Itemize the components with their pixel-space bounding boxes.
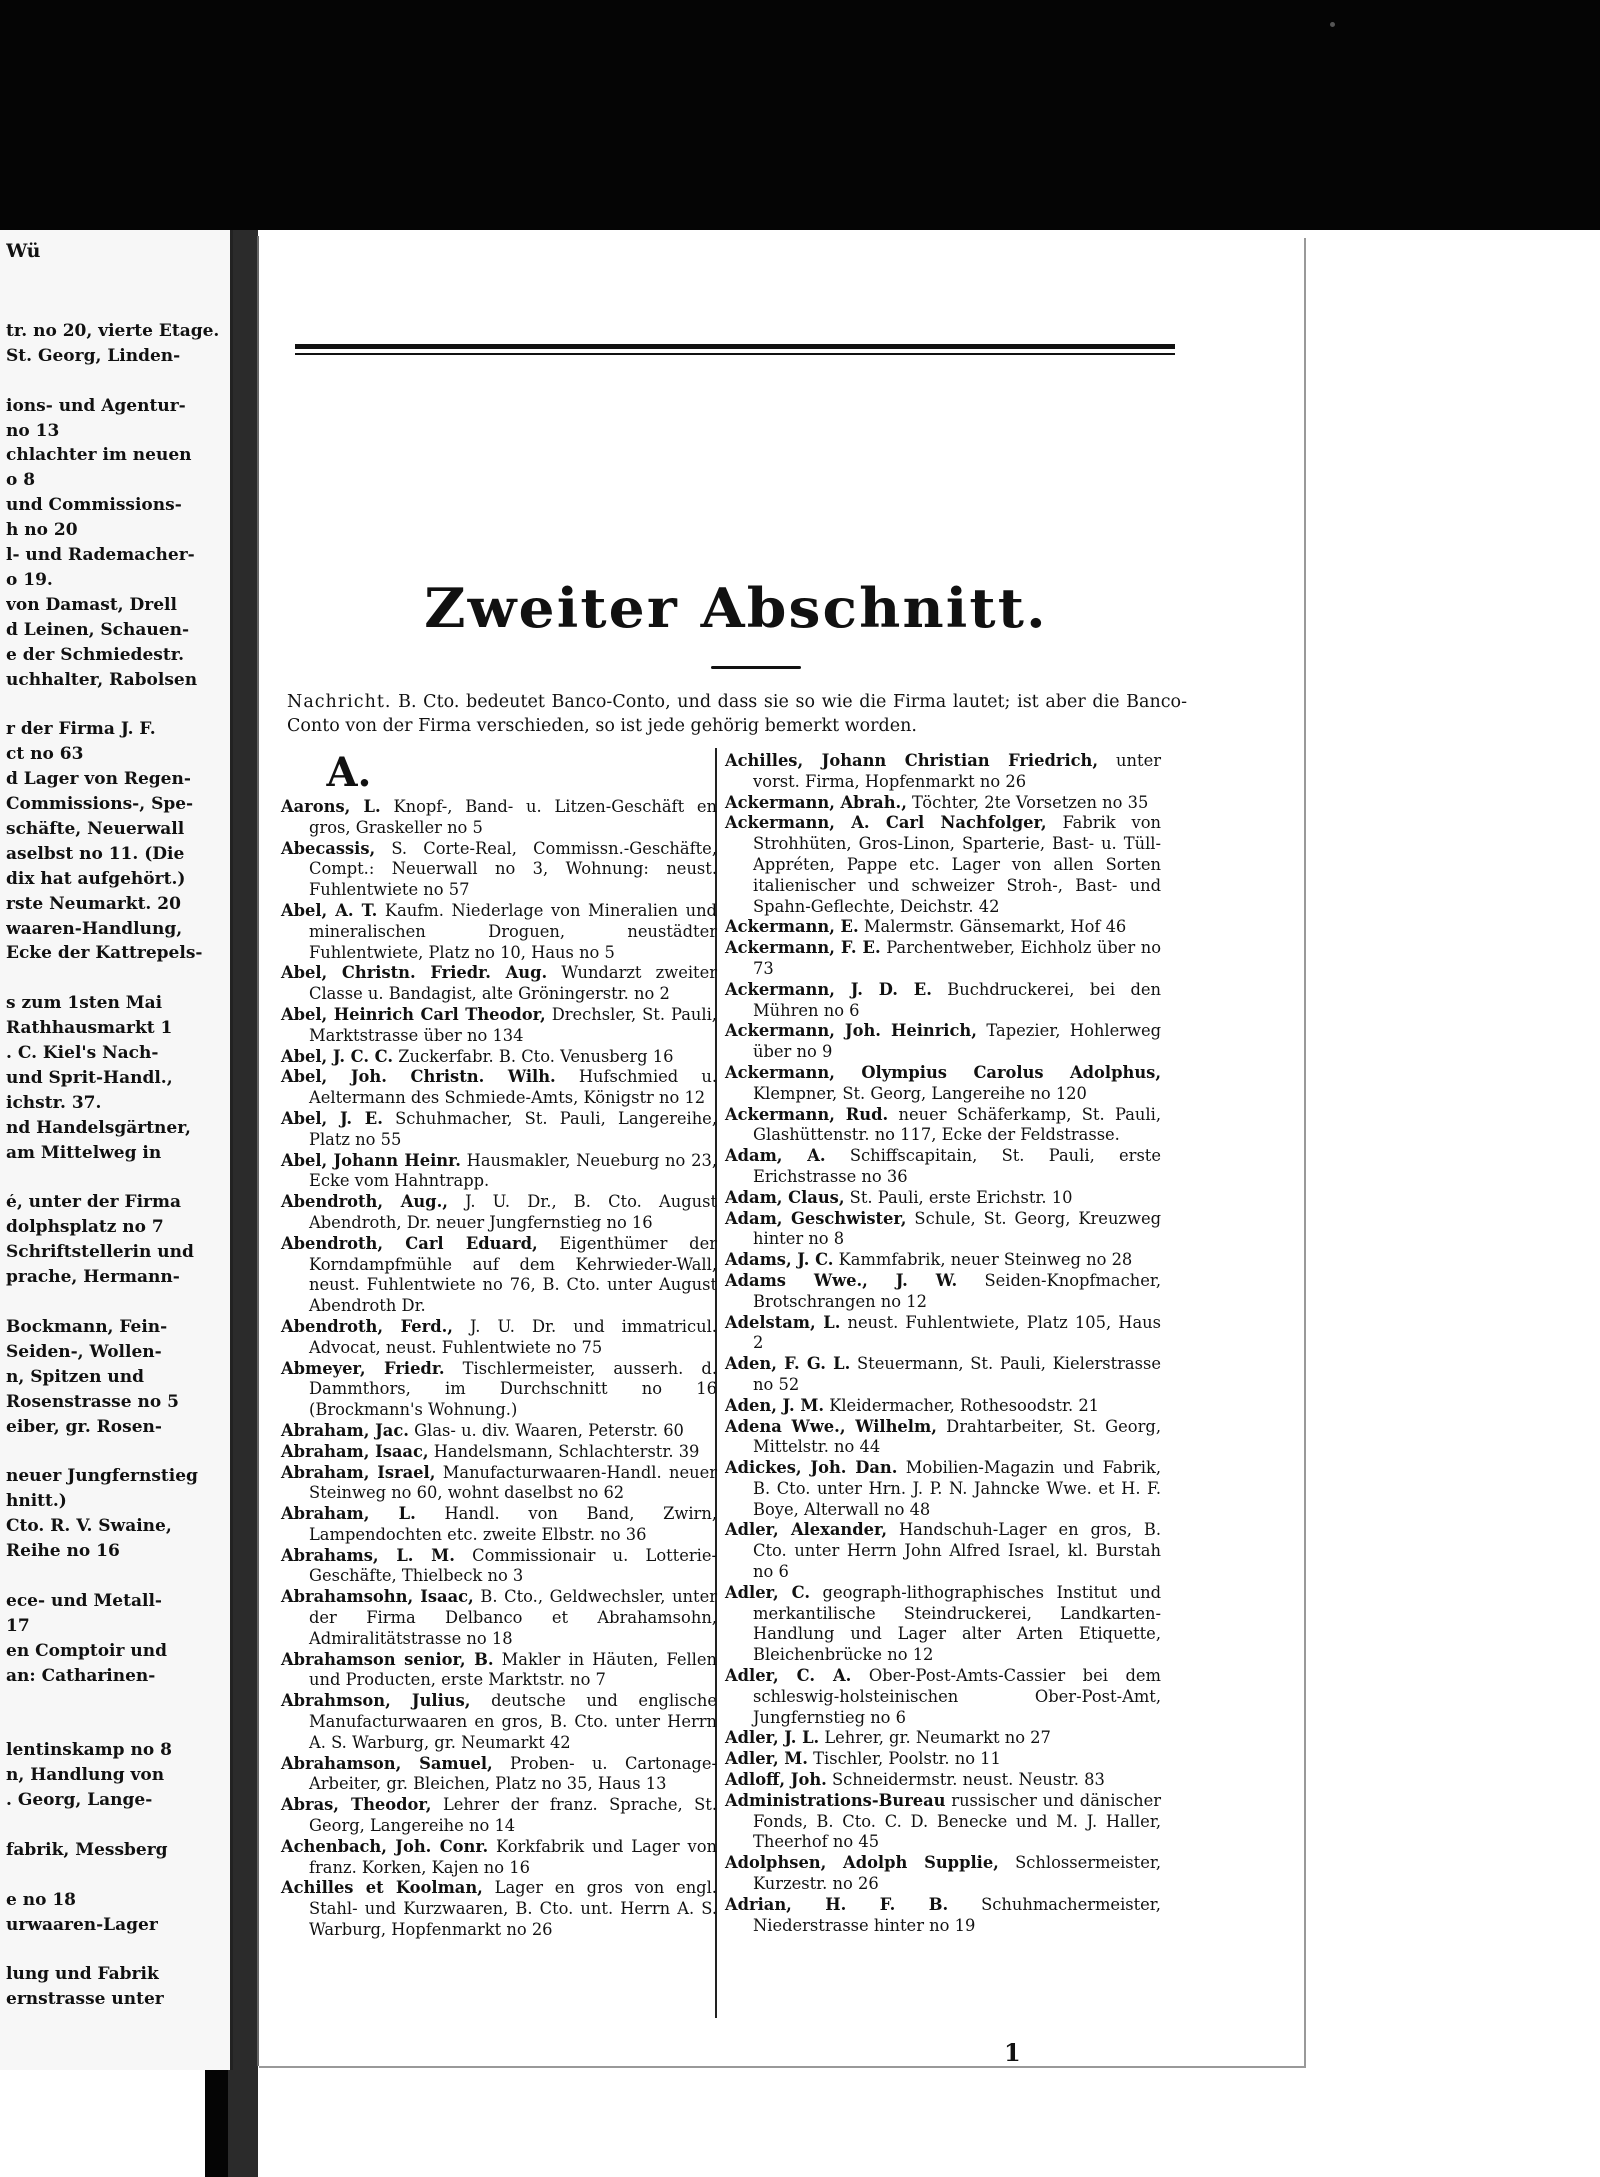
entry-details: Hausmakler, Neueburg no 23, Ecke vom Hahntrapp. xyxy=(309,1150,717,1191)
entry-details: Steuermann, St. Pauli, Kielerstrasse no 52 xyxy=(753,1354,1161,1394)
directory-entry xyxy=(281,1109,717,1151)
previous-page-line: eiber, gr. Rosen- xyxy=(6,1418,162,1436)
previous-page-line: rste Neumarkt. 20 xyxy=(6,895,181,913)
directory-entry xyxy=(281,1442,717,1463)
directory-entry xyxy=(725,1188,1161,1209)
entry-details: Lehrer der franz. Sprache, St. Georg, Langereihe no 14 xyxy=(309,1795,717,1836)
entry-details: Handschuh-Lager en gros, B. Cto. unter Herrn John Alfred Israel, kl. Burstah no 6 xyxy=(753,1520,1161,1582)
entry-name: Abrahams, L. M. xyxy=(281,1545,455,1565)
previous-page-line: St. Georg, Linden- xyxy=(6,347,181,365)
previous-page-line: Reihe no 16 xyxy=(6,1543,120,1560)
directory-entry xyxy=(281,1359,717,1421)
directory-entry xyxy=(281,1795,717,1837)
entry-details: Schuhmacher, St. Pauli, Langereihe, Platz no 55 xyxy=(309,1108,717,1149)
previous-page-line: o 8 xyxy=(6,472,36,490)
directory-entry xyxy=(725,1250,1161,1271)
previous-page-line: Schriftstellerin und xyxy=(6,1244,194,1262)
entry-name: Ackermann, J. D. E. xyxy=(725,979,932,999)
directory-entry xyxy=(725,1728,1161,1749)
directory-entry xyxy=(281,1192,717,1234)
entry-details: Ober-Post-Amts-Cassier bei dem schleswig-holsteinischen Ober-Post-Amt, Jungfernstieg no 6 xyxy=(753,1666,1161,1727)
previous-page-line: von Damast, Drell xyxy=(6,596,177,614)
previous-page-line: o 19. xyxy=(6,571,53,589)
previous-page-line: lung und Fabrik xyxy=(6,1966,159,1984)
directory-entry xyxy=(281,1463,717,1505)
entry-name: Adler, Alexander, xyxy=(725,1520,888,1540)
entry-name: Adrian, H. F. B. xyxy=(725,1894,949,1914)
entry-details: Eigenthümer der Korndampfmühle auf dem Kehrwieder-Wall, neust. Fuhlentwiete no 76, B. Cto. unter August Abendroth Dr. xyxy=(309,1233,717,1316)
previous-page-line: tr. no 20, vierte Etage. xyxy=(6,322,220,340)
entry-name: Abel, J. E. xyxy=(281,1108,383,1128)
directory-entry xyxy=(725,1313,1161,1355)
previous-page-line: Ecke der Kattrepels- xyxy=(6,945,203,963)
entry-details: Schneidermstr. neust. Neustr. 83 xyxy=(826,1770,1105,1790)
directory-entry xyxy=(725,1853,1161,1895)
entry-details: St. Pauli, erste Erichstr. 10 xyxy=(844,1187,1073,1207)
entry-details: russischer und dänischer Fonds, B. Cto. C. D. Benecke und M. J. Haller, Theerhof no 45 xyxy=(753,1790,1161,1852)
entry-details: neust. Fuhlentwiete, Platz 105, Haus 2 xyxy=(753,1312,1161,1353)
directory-entry xyxy=(281,839,717,901)
entry-details: Wundarzt zweiter Classe u. Bandagist, alte Gröningerstr. no 2 xyxy=(309,963,717,1004)
directory-entry xyxy=(281,1546,717,1588)
entry-name: Abendroth, Ferd., xyxy=(281,1316,453,1336)
entry-name: Ackermann, Abrah., xyxy=(725,792,907,812)
previous-page-line: schäfte, Neuerwall xyxy=(6,820,185,838)
entry-details: Tapezier, Hohlerweg über no 9 xyxy=(753,1021,1162,1062)
previous-page-line: Rosenstrasse no 5 xyxy=(6,1393,179,1411)
entry-details: Hufschmied u. Aeltermann des Schmiede-Amts, Königstr no 12 xyxy=(309,1067,717,1108)
previous-page-line: en Comptoir und xyxy=(6,1642,167,1660)
section-title: Zweiter Abschnitt. xyxy=(424,576,1048,640)
entry-name: Achenbach, Joh. Conr. xyxy=(281,1836,489,1856)
entry-name: Abraham, Jac. xyxy=(281,1420,409,1440)
entry-details: deutsche und englische Manufacturwaaren en gros, B. Cto. unter Herrn A. S. Warburg, gr. Neumarkt 42 xyxy=(309,1691,717,1752)
directory-entry xyxy=(725,1063,1161,1105)
entry-name: Ackermann, Olympius Carolus Adolphus, xyxy=(725,1062,1161,1082)
entry-name: Abrahamsohn, Isaac, xyxy=(281,1587,474,1607)
directory-entry xyxy=(725,938,1161,980)
entry-details: unter vorst. Firma, Hopfenmarkt no 26 xyxy=(753,751,1161,791)
entry-details: Klempner, St. Georg, Langereihe no 120 xyxy=(753,1083,1087,1103)
entry-details: Zuckerfabr. B. Cto. Venusberg 16 xyxy=(393,1046,674,1066)
directory-entry xyxy=(725,1271,1161,1313)
directory-entry xyxy=(281,1421,717,1442)
entry-name: Ackermann, A. Carl Nachfolger, xyxy=(725,813,1047,833)
entry-details: Seiden-Knopfmacher, Brotschrangen no 12 xyxy=(753,1270,1162,1311)
entry-details: neuer Schäferkamp, St. Pauli, Glashüttenstr. no 117, Ecke der Feldstrasse. xyxy=(753,1104,1161,1145)
entry-name: Administrations-Bureau xyxy=(725,1790,946,1810)
directory-entry xyxy=(725,813,1161,917)
previous-page-line: am Mittelweg in xyxy=(6,1144,162,1162)
entry-details: Tischlermeister, ausserh. d. Dammthors, im Durchschnitt no 16 (Brockmann's Wohnung.) xyxy=(309,1358,717,1420)
entry-details: Kammfabrik, neuer Steinweg no 28 xyxy=(833,1250,1133,1270)
previous-page-line: d Lager von Regen- xyxy=(6,771,191,789)
entry-details: Schlossermeister, Kurzestr. no 26 xyxy=(753,1853,1161,1894)
directory-entry xyxy=(281,1504,717,1546)
previous-page-fragment xyxy=(0,230,233,2070)
entry-name: Aden, J. M. xyxy=(725,1395,825,1415)
entry-details: Makler in Häuten, Fellen und Producten, erste Marktstr. no 7 xyxy=(309,1649,717,1690)
directory-entry xyxy=(281,1234,717,1317)
previous-page-line: ichstr. 37. xyxy=(6,1094,102,1112)
entry-name: Abraham, Israel, xyxy=(281,1462,436,1482)
entry-name: Adloff, Joh. xyxy=(725,1770,827,1790)
previous-page-line: und Commissions- xyxy=(6,497,182,515)
directory-entry xyxy=(725,1396,1161,1417)
directory-entry xyxy=(281,1317,717,1359)
entry-details: Parchentweber, Eichholz über no 73 xyxy=(753,938,1161,978)
previous-page-line: Wü xyxy=(6,242,41,261)
directory-entry xyxy=(281,901,717,963)
entry-details: J. U. Dr. und immatricul. Advocat, neust. Fuhlentwiete no 75 xyxy=(309,1316,717,1357)
entry-name: Adler, C. xyxy=(725,1582,810,1602)
entry-name: Adam, Geschwister, xyxy=(725,1208,907,1228)
previous-page-line: Cto. R. V. Swaine, xyxy=(6,1518,172,1536)
entry-name: Achilles, Johann Christian Friedrich, xyxy=(725,751,1099,770)
directory-entry xyxy=(281,1151,717,1193)
directory-entry xyxy=(725,1583,1161,1666)
entry-name: Achilles et Koolman, xyxy=(281,1878,483,1898)
previous-page-line: ernstrasse unter xyxy=(6,1991,164,2009)
entry-details: Lager en gros von engl. Stahl- und Kurzwaaren, B. Cto. unt. Herrn A. S. Warburg, Hopfenmarkt no 26 xyxy=(309,1878,717,1940)
entry-details: Knopf-, Band- u. Litzen-Geschäft en gros, Graskeller no 5 xyxy=(309,797,718,837)
notice-paragraph xyxy=(287,690,1187,738)
previous-page-line: dolphsplatz no 7 xyxy=(6,1219,164,1237)
directory-entry xyxy=(725,1417,1161,1459)
directory-entry xyxy=(281,797,717,839)
entry-details: Lehrer, gr. Neumarkt no 27 xyxy=(819,1728,1051,1748)
previous-page-line: prache, Hermann- xyxy=(6,1269,180,1287)
directory-entry xyxy=(281,1650,717,1692)
directory-entry xyxy=(281,963,717,1005)
entries-column-left xyxy=(281,751,717,1941)
previous-page-line: n, Spitzen und xyxy=(6,1368,145,1386)
entry-name: Abraham, L. xyxy=(281,1504,416,1524)
notice-text: B. Cto. bedeutet Banco-Conto, und dass sie so wie die Firma lautet; ist aber die Banco-Conto von der Firma verschieden, so ist jede gehörig bemerkt worden. xyxy=(287,692,1187,736)
entry-name: Adler, C. A. xyxy=(725,1666,852,1686)
entry-details: Kleidermacher, Rothesoodstr. 21 xyxy=(824,1395,1100,1415)
entry-name: Abraham, Isaac, xyxy=(281,1441,429,1461)
directory-entry xyxy=(281,1047,717,1068)
notice-lead: Nachricht. xyxy=(287,692,392,712)
directory-entry xyxy=(725,1791,1161,1853)
previous-page-line: chlachter im neuen xyxy=(6,447,192,465)
entry-name: Abendroth, Carl Eduard, xyxy=(281,1233,538,1253)
directory-entry xyxy=(281,1754,717,1796)
directory-entry xyxy=(281,1691,717,1753)
entry-details: Glas- u. div. Waaren, Peterstr. 60 xyxy=(408,1420,684,1440)
previous-page-line: h no 20 xyxy=(6,522,78,540)
entry-name: Ackermann, Rud. xyxy=(725,1104,889,1124)
directory-entry xyxy=(281,1005,717,1047)
entry-details: Fabrik von Strohhüten, Gros-Linon, Sparterie, Bast- u. Tüll-Appréten, Pappe etc. Lager von allen Sorten italienischer und schweizer Stroh-, Bast- und Spahn-Geflechte, Deichstr. 42 xyxy=(753,813,1161,916)
title-ornament-rule xyxy=(711,666,801,669)
directory-entry xyxy=(725,1146,1161,1188)
previous-page-line: no 13 xyxy=(6,422,60,440)
previous-page-line: lentinskamp no 8 xyxy=(6,1742,172,1760)
entry-name: Adelstam, L. xyxy=(725,1312,841,1332)
entry-details: Commissionair u. Lotterie-Geschäfte, Thielbeck no 3 xyxy=(309,1545,717,1586)
entry-name: Abrahmson, Julius, xyxy=(281,1691,471,1711)
entry-name: Adam, A. xyxy=(725,1146,826,1166)
entry-name: Abel, Joh. Christn. Wilh. xyxy=(281,1067,556,1087)
entry-details: Kaufm. Niederlage von Mineralien und mineralischen Droguen, neustädter Fuhlentwiete, Platz no 10, Haus no 5 xyxy=(309,900,717,962)
entry-name: Abras, Theodor, xyxy=(281,1795,432,1815)
directory-entry xyxy=(725,1895,1161,1937)
entry-name: Abendroth, Aug., xyxy=(281,1192,448,1212)
entry-name: Adickes, Joh. Dan. xyxy=(725,1458,898,1478)
entry-name: Abel, A. T. xyxy=(281,900,378,920)
previous-page-line: an: Catharinen- xyxy=(6,1667,156,1685)
previous-page-line: aselbst no 11. (Die xyxy=(6,845,185,863)
previous-page-line: e no 18 xyxy=(6,1891,77,1909)
entry-details: Manufacturwaaren-Handl. neuer Steinweg no 60, wohnt daselbst no 62 xyxy=(309,1462,718,1503)
directory-entry xyxy=(725,917,1161,938)
entry-details: Tischler, Poolstr. no 11 xyxy=(807,1749,1001,1769)
entry-name: Abel, J. C. C. xyxy=(281,1046,394,1066)
previous-page-line: r der Firma J. F. xyxy=(6,721,156,739)
entry-details: Schule, St. Georg, Kreuzweg hinter no 8 xyxy=(753,1208,1161,1249)
entry-details: S. Corte-Real, Commissn.-Geschäfte, Compt.: Neuerwall no 3, Wohnung: neust. Fuhlentwiete no 57 xyxy=(309,838,717,900)
directory-page xyxy=(257,236,1304,2066)
entry-details: Töchter, 2te Vorsetzen no 35 xyxy=(906,792,1149,812)
directory-entry xyxy=(281,1587,717,1649)
directory-entry xyxy=(725,1770,1161,1791)
directory-entry xyxy=(281,1067,717,1109)
entry-name: Abecassis, xyxy=(281,838,376,858)
entry-name: Adler, J. L. xyxy=(725,1728,820,1748)
previous-page-line: d Leinen, Schauen- xyxy=(6,621,189,639)
header-rule-thin xyxy=(295,353,1175,355)
entry-details: Schuhmachermeister, Niederstrasse hinter no 19 xyxy=(753,1894,1161,1935)
entry-details: Buchdruckerei, bei den Mühren no 6 xyxy=(753,979,1161,1020)
previous-page-line: n, Handlung von xyxy=(6,1767,165,1785)
entry-details: B. Cto., Geldwechsler, unter der Firma Delbanco et Abrahamsohn, Admiralitätstrasse no 18 xyxy=(309,1587,717,1648)
previous-page-line: l- und Rademacher- xyxy=(6,547,195,564)
entry-details: Handelsmann, Schlachterstr. 39 xyxy=(428,1441,700,1461)
directory-entry xyxy=(725,793,1161,814)
previous-page-line: Seiden-, Wollen- xyxy=(6,1343,162,1361)
directory-entry xyxy=(725,1209,1161,1251)
directory-entry xyxy=(725,1458,1161,1520)
previous-page-line: waaren-Handlung, xyxy=(6,920,183,938)
previous-page-line: fabrik, Messberg xyxy=(6,1841,168,1859)
entry-name: Ackermann, E. xyxy=(725,917,859,937)
entry-name: Adolphsen, Adolph Supplie, xyxy=(725,1853,999,1873)
entry-name: Abel, Heinrich Carl Theodor, xyxy=(281,1004,546,1024)
entry-details: Drechsler, St. Pauli, Marktstrasse über no 134 xyxy=(309,1004,717,1045)
previous-page-line: . Georg, Lange- xyxy=(6,1792,153,1809)
entry-name: Adena Wwe., Wilhelm, xyxy=(725,1416,937,1436)
previous-page-line: Rathhausmarkt 1 xyxy=(6,1020,173,1038)
previous-page-line: Bockmann, Fein- xyxy=(6,1318,168,1336)
directory-entry xyxy=(281,1878,717,1940)
entry-name: Abrahamson, Samuel, xyxy=(281,1753,493,1773)
previous-page-line: . C. Kiel's Nach- xyxy=(6,1045,159,1062)
previous-page-line: nd Handelsgärtner, xyxy=(6,1119,191,1137)
directory-entry xyxy=(725,751,1161,793)
entry-name: Abrahamson senior, B. xyxy=(281,1649,494,1669)
section-letter: A. xyxy=(326,749,372,796)
entry-details: Drahtarbeiter, St. Georg, Mittelstr. no 44 xyxy=(753,1416,1161,1457)
entry-name: Aden, F. G. L. xyxy=(725,1354,851,1374)
previous-page-line: é, unter der Firma xyxy=(6,1194,181,1212)
previous-page-line: hnitt.) xyxy=(6,1493,67,1511)
directory-entry xyxy=(725,1021,1161,1063)
previous-page-line: 17 xyxy=(6,1617,30,1635)
entry-name: Ackermann, F. E. xyxy=(725,938,881,958)
entry-name: Abmeyer, Friedr. xyxy=(281,1358,445,1378)
page-number: 1 xyxy=(1004,2038,1021,2067)
entries-column-right xyxy=(725,751,1161,1936)
previous-page-line: ions- und Agentur- xyxy=(6,397,186,415)
previous-page-line: urwaaren-Lager xyxy=(6,1916,158,1934)
entry-details: J. U. Dr., B. Cto. August Abendroth, Dr. neuer Jungfernstieg no 16 xyxy=(309,1192,717,1232)
directory-entry xyxy=(725,1520,1161,1582)
header-rule-thick xyxy=(295,344,1175,349)
previous-page-line: s zum 1sten Mai xyxy=(6,995,163,1013)
entry-name: Adams, J. C. xyxy=(725,1250,834,1270)
previous-page-line: ct no 63 xyxy=(6,746,84,764)
entry-details: Handl. von Band, Zwirn, Lampendochten etc. zweite Elbstr. no 36 xyxy=(309,1504,717,1544)
entry-name: Abel, Johann Heinr. xyxy=(281,1150,461,1170)
previous-page-line: uchhalter, Rabolsen xyxy=(6,671,198,689)
entry-name: Adler, M. xyxy=(725,1749,808,1769)
entry-details: Malermstr. Gänsemarkt, Hof 46 xyxy=(858,917,1127,937)
entry-name: Adam, Claus, xyxy=(725,1187,845,1207)
entry-details: geograph-lithographisches Institut und merkantilische Steindruckerei, Landkarten-Handlung und Lager alter Arten Etiquette, Bleichenbrücke no 12 xyxy=(753,1582,1161,1665)
previous-page-line: Commissions-, Spe- xyxy=(6,796,194,813)
entry-details: Schiffscapitain, St. Pauli, erste Erichstrasse no 36 xyxy=(753,1146,1161,1186)
entry-name: Aarons, L. xyxy=(281,797,381,816)
scan-speck xyxy=(1330,22,1335,27)
directory-entry xyxy=(725,1666,1161,1728)
entry-name: Abel, Christn. Friedr. Aug. xyxy=(281,963,548,983)
previous-page-line: e der Schmiedestr. xyxy=(6,646,185,664)
directory-entry xyxy=(725,1105,1161,1147)
previous-page-line: neuer Jungfernstieg xyxy=(6,1468,198,1486)
directory-entry xyxy=(725,980,1161,1022)
directory-entry xyxy=(281,1837,717,1879)
entry-details: Mobilien-Magazin und Fabrik, B. Cto. unter Hrn. J. P. N. Jahncke Wwe. et H. F. Boye, Alterwall no 48 xyxy=(753,1458,1162,1519)
directory-entry xyxy=(725,1354,1161,1396)
previous-page-line: und Sprit-Handl., xyxy=(6,1069,173,1087)
entry-details: Korkfabrik und Lager von franz. Korken, Kajen no 16 xyxy=(309,1836,717,1877)
previous-page-line: ece- und Metall- xyxy=(6,1592,162,1610)
entry-name: Adams Wwe., J. W. xyxy=(725,1270,958,1290)
previous-page-line: dix hat aufgehört.) xyxy=(6,870,186,888)
entry-details: Proben- u. Cartonage-Arbeiter, gr. Bleichen, Platz no 35, Haus 13 xyxy=(309,1753,717,1794)
directory-entry xyxy=(725,1749,1161,1770)
entry-name: Ackermann, Joh. Heinrich, xyxy=(725,1021,977,1041)
